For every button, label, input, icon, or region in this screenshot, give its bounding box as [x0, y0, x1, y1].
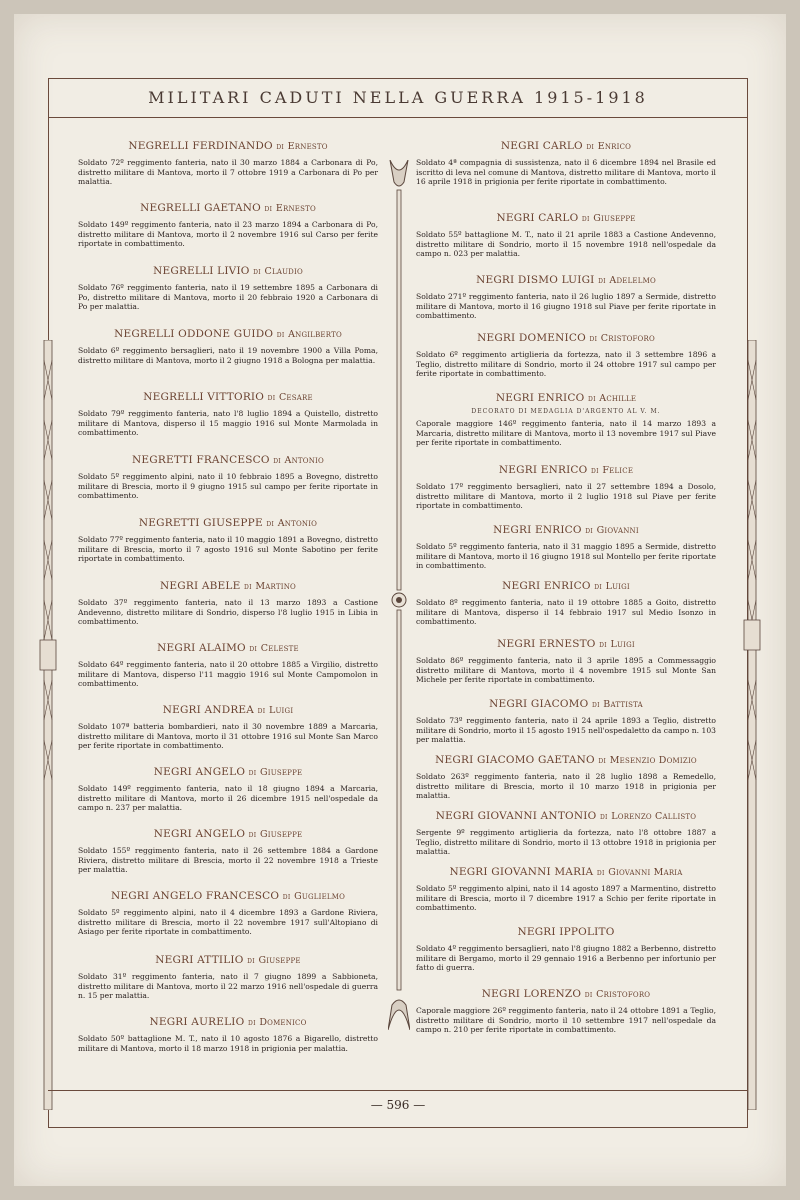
entry-text: Caporale maggiore 26º reggimento fanteria, nato il 24 ottobre 1891 a Teglio, distretto militare di Sondrio, morto il 10 settembre 1917 nell'ospedale da campo n. 210 per ferite riportate in combattimento. — [416, 1006, 716, 1034]
entry-name: NEGRI ALAIMO di Celeste — [157, 642, 299, 654]
entry-text: Soldato 86º reggimento fanteria, nato il 3 aprile 1895 a Commessaggio distretto militare di Mantova, morto il 4 novembre 1915 sul Monte San Michele per ferite riportate in combattimento. — [416, 656, 716, 684]
entry — [416, 926, 716, 988]
entry-name: NEGRI ANGELO di Giuseppe — [153, 766, 303, 778]
entry — [78, 580, 378, 642]
entry — [78, 140, 378, 202]
entry-text: Soldato 76º reggimento fanteria, nato il 19 settembre 1895 a Carbonara di Po, distretto militare di Mantova, morto il 20 febbraio 1920 a Carbonara di Po per malattia. — [78, 283, 378, 311]
entry-text: Soldato 149º reggimento fanteria, nato il 23 marzo 1894 a Carbonara di Po, distretto militare di Mantova, morto il 2 novembre 1916 sul Carso per ferite riportate in combattimento. — [78, 220, 378, 248]
entry-name: NEGRI ATTILIO di Giuseppe — [155, 954, 301, 966]
entry-text: Soldato 37º reggimento fanteria, nato il 13 marzo 1893 a Castione Andevenno, distretto militare di Sondrio, disperso l'8 luglio 1915 in Libia in combattimento. — [78, 598, 378, 626]
entry-name: NEGRI ANDREA di Luigi — [162, 704, 294, 716]
entry — [78, 704, 378, 766]
entry — [78, 766, 378, 828]
entry-text: Soldato 31º reggimento fanteria, nato il 7 giugno 1899 a Sabbioneta, distretto militare di Mantova, morto il 22 marzo 1916 nell'ospedale di guerra n. 15 per malattia. — [78, 972, 378, 1000]
header-title: MILITARI CADUTI NELLA GUERRA 1915-1918 — [148, 88, 648, 107]
entry-name: NEGRELLI GAETANO di Ernesto — [140, 202, 316, 214]
entry-name: NEGRETTI GIUSEPPE di Antonio — [138, 517, 318, 529]
entry-text: Soldato 6º reggimento bersaglieri, nato il 19 novembre 1900 a Villa Poma, distretto militare di Mantova, morto il 2 giugno 1918 a Bologna per malattia. — [78, 346, 378, 365]
footer-rule — [48, 1090, 748, 1091]
entry — [78, 828, 378, 890]
entry — [416, 638, 716, 698]
entry-name: NEGRI DISMO LUIGI di Adelelmo — [476, 274, 656, 286]
entry-name: NEGRI CARLO di Giuseppe — [496, 212, 636, 224]
entry-name: NEGRELLI LIVIO di Claudio — [153, 265, 303, 277]
entry-name: NEGRI AURELIO di Domenico — [149, 1016, 307, 1028]
entry-name: NEGRI ENRICO di Luigi — [502, 580, 630, 592]
entry-name: NEGRI LORENZO di Cristoforo — [481, 988, 651, 1000]
entry-text: Soldato 77º reggimento fanteria, nato il 10 maggio 1891 a Bovegno, distretto militare di Brescia, morto il 7 agosto 1916 sul Monte Sabotino per ferite riportate in combattimento. — [78, 535, 378, 563]
center-ornament-icon — [388, 160, 410, 1030]
entry-text: Soldato 72º reggimento fanteria, nato il 30 marzo 1884 a Carbonara di Po, distretto militare di Mantova, morto il 7 ottobre 1919 a Carbonara di Po per malattia. — [78, 158, 378, 186]
entry-name: NEGRI ENRICO di Felice — [498, 464, 634, 476]
entry-name: NEGRI IPPOLITO — [517, 926, 615, 938]
entry-name: NEGRI GIOVANNI ANTONIO di Lorenzo Callisto — [435, 810, 697, 822]
entry-name: NEGRI ENRICO di Giovanni — [493, 524, 639, 536]
entry-name: NEGRELLI FERDINANDO di Ernesto — [128, 140, 328, 152]
entry-name: NEGRETTI FRANCESCO di Antonio — [132, 454, 324, 466]
left-fasces-icon — [38, 340, 58, 1110]
entry-text: Soldato 73º reggimento fanteria, nato il 24 aprile 1893 a Teglio, distretto militare di Sondrio, morto il 15 agosto 1915 nell'ospedaletto da campo n. 103 per malattia. — [416, 716, 716, 744]
entry-text: Soldato 50º battaglione M. T., nato il 10 agosto 1876 a Bigarello, distretto militare di Mantova, morto il 18 marzo 1918 in prigionia per malattia. — [78, 1034, 378, 1053]
entry — [78, 642, 378, 704]
entry — [416, 392, 716, 464]
entry — [416, 524, 716, 580]
entry-name: NEGRELLI VITTORIO di Cesare — [143, 391, 313, 403]
entry — [416, 332, 716, 392]
entry — [78, 517, 378, 580]
entry-text: Soldato 107ª batteria bombardieri, nato il 30 novembre 1889 a Marcaria, distretto militare di Mantova, morto il 31 ottobre 1916 sul Monte San Marco per ferite riportate in combattimento. — [78, 722, 378, 750]
entry-name: NEGRI GIOVANNI MARIA di Giovanni Maria — [449, 866, 683, 878]
entry — [416, 754, 716, 810]
entry — [416, 810, 716, 866]
entry — [78, 954, 378, 1016]
entry — [416, 866, 716, 926]
entry — [416, 212, 716, 274]
entry-text: Soldato 5º reggimento alpini, nato il 10 febbraio 1895 a Bovegno, distretto militare di Brescia, morto il 9 giugno 1915 sul campo per ferite riportate in combattimento. — [78, 472, 378, 500]
entry-name: NEGRI ANGELO di Giuseppe — [153, 828, 303, 840]
entry-text: Soldato 64º reggimento fanteria, nato il 20 ottobre 1885 a Virgilio, distretto militare di Mantova, disperso l'11 maggio 1916 sul Monte Campomolon in combattimento. — [78, 660, 378, 688]
entry-name: NEGRI ERNESTO di Luigi — [497, 638, 635, 650]
entry-text: Soldato 4º reggimento bersaglieri, nato l'8 giugno 1882 a Berbenno, distretto militare di Bergamo, morto il 29 gennaio 1916 a Berbenno per infortunio per fatto di guerra. — [416, 944, 716, 972]
right-fasces-icon — [742, 340, 762, 1110]
entry-text: Soldato 5º reggimento alpini, nato il 4 dicembre 1893 a Gardone Riviera, distretto militare di Brescia, morto il 22 novembre 1917 sull'Altopiano di Asiago per ferite riportate in combattimento. — [78, 908, 378, 936]
page-header — [48, 78, 748, 118]
entry-text: Sergente 9º reggimento artiglieria da fortezza, nato l'8 ottobre 1887 a Teglio, distretto militare di Sondrio, morto il 13 ottobre 1918 in prigionia per malattia. — [416, 828, 716, 856]
left-column — [78, 140, 378, 1056]
entry-text: Soldato 8º reggimento fanteria, nato il 19 ottobre 1885 a Goito, distretto militare di Mantova, disperso il 14 febbraio 1917 sul Medio Isonzo in combattimento. — [416, 598, 716, 626]
entry — [78, 890, 378, 954]
entry — [78, 202, 378, 265]
entry — [416, 274, 716, 332]
entry — [78, 1016, 378, 1056]
entry-text: Soldato 17º reggimento bersaglieri, nato il 27 settembre 1894 a Dosolo, distretto militare di Mantova, morto il 2 luglio 1918 sul Piave per ferite riportate in combattimento. — [416, 482, 716, 510]
entry-text: Soldato 5º reggimento fanteria, nato il 31 maggio 1895 a Sermide, distretto militare di Mantova, morto il 16 giugno 1918 sul Montello per ferite riportate in combattimento. — [416, 542, 716, 570]
entry-text: Soldato 271º reggimento fanteria, nato il 26 luglio 1897 a Sermide, distretto militare di Mantova, morto il 16 giugno 1918 sul Piave per ferite riportate in combattimento. — [416, 292, 716, 320]
entry — [416, 988, 716, 1048]
entry-name: NEGRI GIACOMO di Battista — [489, 698, 643, 710]
entry-name: NEGRI GIACOMO GAETANO di Mesenzio Domizio — [435, 754, 697, 766]
entry-name: NEGRI ENRICO di Achille — [495, 392, 637, 404]
right-column — [416, 140, 716, 1048]
decoration-note: DECORATO DI MEDAGLIA D'ARGENTO AL V. M. — [471, 408, 661, 415]
entry — [416, 698, 716, 754]
entry — [416, 140, 716, 212]
entry-name: NEGRELLI ODDONE GUIDO di Angilberto — [114, 328, 342, 340]
entry — [78, 328, 378, 391]
entry-text: Soldato 79º reggimento fanteria, nato l'8 luglio 1894 a Quistello, distretto militare di Mantova, disperso il 15 maggio 1916 sul Monte Marmolada in combattimento. — [78, 409, 378, 437]
entry-name: NEGRI CARLO di Enrico — [500, 140, 632, 152]
entry-name: NEGRI DOMENICO di Cristoforo — [477, 332, 655, 344]
entry-text: Soldato 5º reggimento alpini, nato il 14 agosto 1897 a Marmentino, distretto militare di Brescia, morto il 7 dicembre 1917 a Schio per ferite riportate in combattimento. — [416, 884, 716, 912]
entry-text: Caporale maggiore 146º reggimento fanteria, nato il 14 marzo 1893 a Marcaria, distretto militare di Mantova, morto il 13 novembre 1917 sul Piave per ferite riportate in combattimento. — [416, 419, 716, 447]
entry — [78, 454, 378, 517]
entry-name: NEGRI ANGELO FRANCESCO di Guglielmo — [110, 890, 346, 902]
entry — [416, 580, 716, 638]
entry-name: NEGRI ABELE di Martino — [160, 580, 296, 592]
entry — [416, 464, 716, 524]
entry-text: Soldato 155º reggimento fanteria, nato il 26 settembre 1884 a Gardone Riviera, distretto militare di Brescia, morto il 22 novembre 1918 a Trieste per malattia. — [78, 846, 378, 874]
page-number: — 596 — — [370, 1098, 426, 1112]
entry-text: Soldato 4ª compagnia di sussistenza, nato il 6 dicembre 1894 nel Brasile ed iscritto di leva nel comune di Mantova, distretto militare di Mantova, morto il 16 aprile 1918 in prigionia per ferite riportate in combattimento. — [416, 158, 716, 186]
entry — [78, 265, 378, 328]
entry-text: Soldato 6º reggimento artiglieria da fortezza, nato il 3 settembre 1896 a Teglio, distretto militare di Sondrio, morto il 24 ottobre 1917 sul campo per ferite riportate in combattimento. — [416, 350, 716, 378]
entry-text: Soldato 263º reggimento fanteria, nato il 28 luglio 1898 a Remedello, distretto militare di Brescia, morto il 10 marzo 1918 in prigionia per malattia. — [416, 772, 716, 800]
entry-text: Soldato 149º reggimento fanteria, nato il 18 giugno 1894 a Marcaria, distretto militare di Mantova, morto il 26 dicembre 1915 nell'ospedale da campo n. 237 per malattia. — [78, 784, 378, 812]
entry-text: Soldato 55º battaglione M. T., nato il 21 aprile 1883 a Castione Andevenno, distretto militare di Sondrio, morto il 15 novembre 1918 nell'ospedale da campo n. 023 per malattia. — [416, 230, 716, 258]
entry — [78, 391, 378, 454]
